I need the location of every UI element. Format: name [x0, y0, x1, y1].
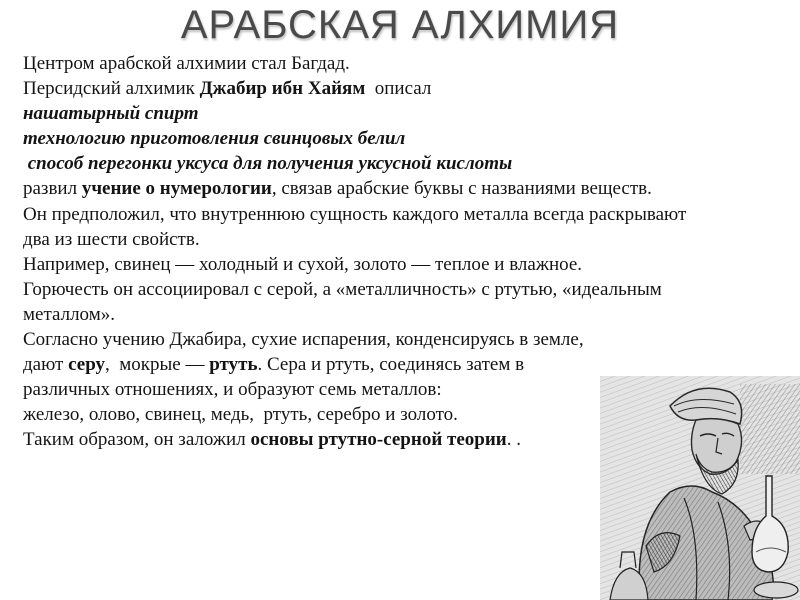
- text-line: Согласно учению Джабира, сухие испарения, конденсируясь в земле,: [23, 329, 584, 351]
- text-line: железо, олово, свинец, медь, ртуть, серебро и золото.: [23, 404, 458, 426]
- text-line: развил учение о нумерологии, связав арабские буквы с названиями веществ.: [23, 178, 652, 200]
- text-line: Таким образом, он заложил основы ртутно-серной теории. .: [23, 429, 521, 451]
- text-line: Персидский алхимик Джабир ибн Хайям описал: [23, 78, 432, 100]
- text-line: Горючесть он ассоциировал с серой, а «металличность» с ртутью, «идеальным металлом».: [23, 278, 662, 325]
- emphasis: учение о нумерологии: [81, 178, 272, 200]
- slide-body: [23, 51, 698, 453]
- text-line: Он предположил, что внутреннюю сущность каждого металла всегда раскрывают два из шести свойств.: [23, 203, 687, 250]
- discovery-item: технологию приготовления свинцовых белил: [23, 128, 406, 150]
- emphasis: основы ртутно-серной теории: [250, 429, 507, 451]
- discovery-item: нашатырный спирт: [23, 103, 199, 125]
- alchemist-portrait: [600, 376, 800, 600]
- discovery-item: способ перегонки уксуса для получения уксусной кислоты: [23, 153, 513, 175]
- emphasis: ртуть: [209, 354, 258, 376]
- text-line: Например, свинец — холодный и сухой, золото — теплое и влажное.: [23, 253, 583, 275]
- slide-title: АРАБСКАЯ АЛХИМИЯ: [180, 3, 620, 47]
- text-line: дают серу, мокрые — ртуть. Сера и ртуть, соединясь затем в: [23, 354, 525, 376]
- person-name: Джабир ибн Хайям: [199, 78, 366, 100]
- text-line: Центром арабской алхимии стал Багдад.: [23, 53, 350, 74]
- text-line: различных отношениях, и образуют семь металлов:: [23, 379, 442, 401]
- emphasis: серу: [68, 354, 106, 376]
